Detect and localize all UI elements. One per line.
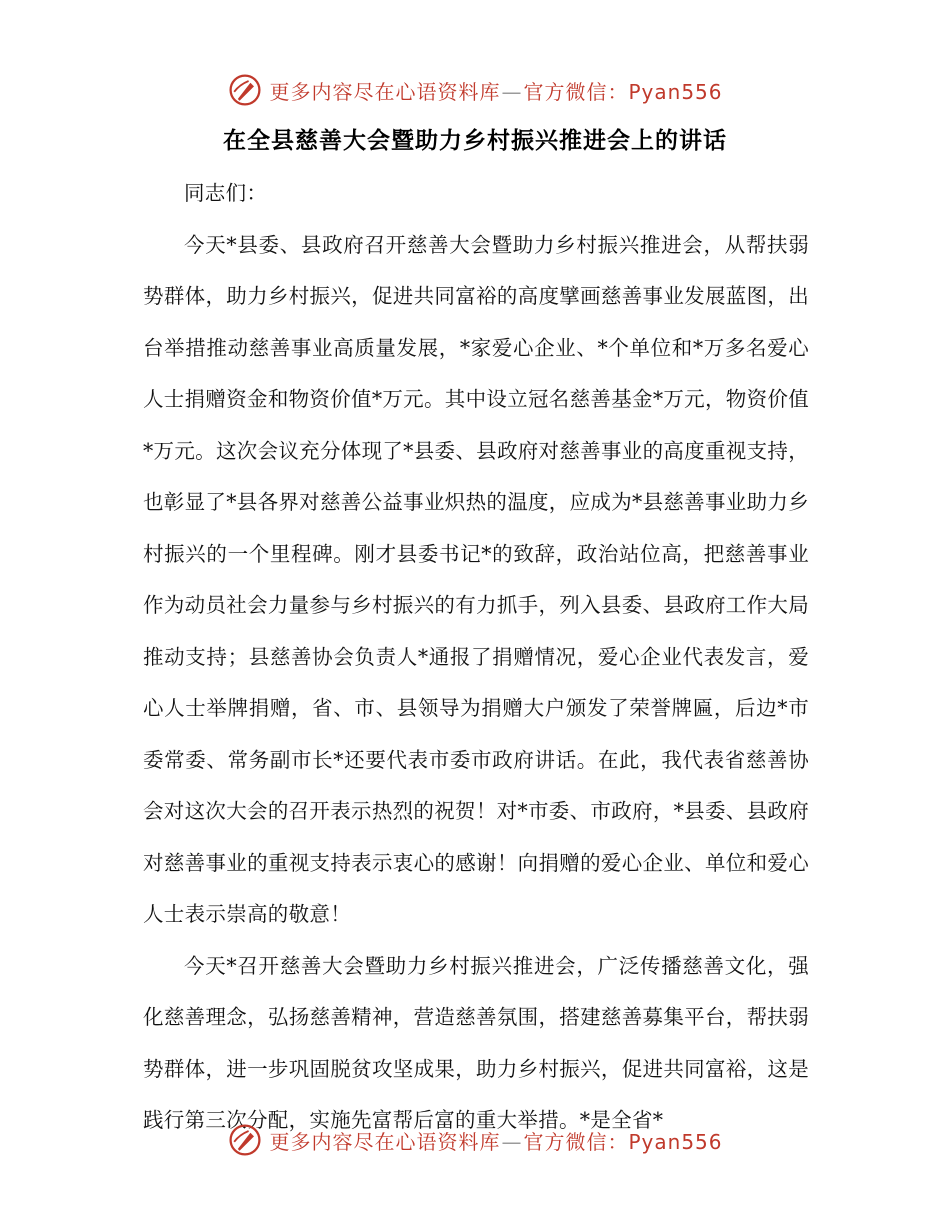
separator: — (501, 79, 523, 104)
paragraph: 今天*召开慈善大会暨助力乡村振兴推进会，广泛传播慈善文化，强化慈善理念，弘扬慈善精神，营造慈善氛围，搭建慈善募集平台，帮扶弱势群体，进一步巩固脱贫攻坚成果，助力乡村振兴，促进共同富裕，这是践行第三次分配，实施先富帮后富的重大举措。*是全省* (143, 953, 809, 1132)
pen-nib-logo-icon (227, 72, 263, 108)
footer-watermark (0, 1120, 950, 1160)
brand-text: 更多内容尽在心语资料库 (269, 79, 501, 104)
document-title: 在全县慈善大会暨助力乡村振兴推进会上的讲话 (223, 128, 727, 154)
document-body (143, 168, 809, 1147)
wechat-id: Pyan556 (628, 79, 723, 104)
wechat-label: 官方微信： (523, 1129, 629, 1154)
wechat-id: Pyan556 (628, 1129, 723, 1154)
wechat-label: 官方微信： (523, 79, 629, 104)
watermark-text (269, 1126, 722, 1155)
separator: — (501, 1129, 523, 1154)
brand-text: 更多内容尽在心语资料库 (269, 1129, 501, 1154)
watermark-text (269, 76, 722, 105)
header-watermark (0, 70, 950, 110)
pen-nib-logo-icon (227, 1122, 263, 1158)
paragraph: 今天*县委、县政府召开慈善大会暨助力乡村振兴推进会，从帮扶弱势群体，助力乡村振兴，促进共同富裕的高度擘画慈善事业发展蓝图，出台举措推动慈善事业高质量发展，*家爱心企业、*个单位和*万多名爱心人士捐赠资金和物资价值*万元。其中设立冠名慈善基金*万元，物资价值*万元。这次会议充分体现了*县委、县政府对慈善事业的高度重视支持，也彰显了*县各界对慈善公益事业炽热的温度，应成为*县慈善事业助力乡村振兴的一个里程碑。刚才县委书记*的致辞，政治站位高，把慈善事业作为动员社会力量参与乡村振兴的有力抓手，列入县委、县政府工作大局推动支持；县慈善协会负责人*通报了捐赠情况，爱心企业代表发言，爱心人士举牌捐赠，省、市、县领导为捐赠大户颁发了荣誉牌匾，后边*市委常委、常务副市长*还要代表市委市政府讲话。在此，我代表省慈善协会对这次大会的召开表示热烈的祝贺！对*市委、市政府，*县委、县政府对慈善事业的重视支持表示衷心的感谢！向捐赠的爱心企业、单位和爱心人士表示崇高的敬意！ (143, 232, 809, 926)
greeting: 同志们： (184, 181, 268, 205)
